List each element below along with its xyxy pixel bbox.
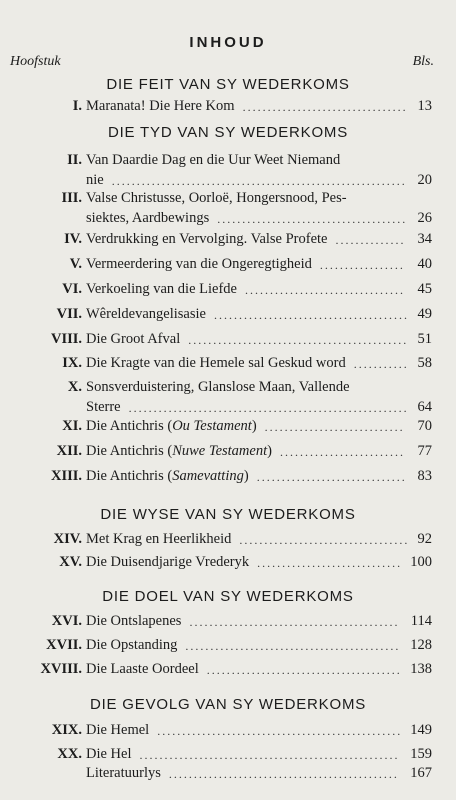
toc-entry [0, 468, 456, 488]
page-number: 20 [417, 172, 432, 188]
page-number: 64 [417, 399, 432, 415]
page-number: 149 [410, 722, 432, 738]
toc-entry [0, 418, 456, 438]
page-number: 128 [410, 637, 432, 653]
chapter-title-text: Wêreldevangelisasie [86, 306, 206, 322]
leader-dots: ....................................... [206, 663, 402, 677]
page-number: 114 [410, 613, 432, 629]
page-title: INHOUD [189, 34, 267, 51]
chapter-number: IX. [62, 355, 82, 371]
chapter-number: XVIII. [40, 661, 82, 677]
leader-dots: ........... [353, 357, 409, 371]
page-number: 83 [417, 468, 432, 484]
page-number: 13 [417, 98, 432, 114]
leader-dots: ...................................... [217, 212, 408, 226]
chapter-number: II. [67, 152, 82, 168]
chapter-title-text: Die Antichris ( [86, 468, 173, 484]
chapter-number: VII. [56, 306, 82, 322]
chapter-title [86, 746, 132, 763]
toc-entry [0, 554, 456, 574]
chapter-title-text: Die Hel [86, 746, 132, 762]
chapter-number: XVI. [51, 613, 82, 629]
chapter-title [86, 637, 177, 654]
page-number: 138 [410, 661, 432, 677]
chapter-title-text: Literatuurlys [86, 765, 161, 781]
page-number: 51 [417, 331, 432, 347]
chapter-number: IV. [64, 231, 82, 247]
toc-entry [0, 765, 456, 785]
chapter-number: XVII. [46, 637, 82, 653]
section-heading: DIE TYD VAN SY WEDERKOMS [107, 124, 349, 141]
chapter-title [86, 531, 231, 548]
page-number: 100 [410, 554, 432, 570]
toc-entry [0, 331, 456, 351]
leader-dots: ................................. [242, 100, 408, 114]
chapter-title-text: Die Opstanding [86, 637, 178, 653]
leader-dots: ................................................. [157, 724, 403, 738]
chapter-number: III. [61, 190, 82, 206]
leader-dots: ............................................ [188, 333, 409, 347]
leader-dots: ........................................................... [111, 174, 407, 188]
toc-entry [0, 152, 456, 192]
chapter-title-italic: Ou Testament [172, 418, 252, 434]
chapter-title-close: ) [251, 418, 257, 434]
leader-dots: ........................................... [185, 639, 401, 653]
chapter-column-heading: Hoofstuk [10, 54, 61, 69]
chapter-title-text: Sonsverduistering, Glanslose Maan, Vallende [86, 379, 350, 395]
chapter-title-italic: Nuwe Testament [172, 443, 268, 459]
chapter-title-text: Die Groot Afval [86, 331, 181, 347]
chapter-number: XIII. [50, 468, 82, 484]
chapter-title [86, 281, 237, 298]
chapter-number: XIX. [51, 722, 82, 738]
chapter-title-text: Verkoeling van die Liefde [86, 281, 237, 297]
chapter-number: V. [69, 256, 82, 272]
page-column-heading: Bls. [412, 54, 434, 69]
leader-dots: .............................. [256, 470, 407, 484]
leader-dots: ................................ [244, 283, 405, 297]
chapter-title [86, 306, 206, 323]
chapter-number: XIV. [53, 531, 82, 547]
chapter-title-text: Die Antichris ( [86, 443, 173, 459]
chapter-title-text: Valse Christusse, Oorloë, Hongersnood, Pes- [86, 190, 347, 206]
chapter-title-continued: siektes, Aardbewings [86, 210, 210, 226]
chapter-title-close: ) [243, 468, 249, 484]
chapter-title-text: Die Hemel [86, 722, 150, 738]
chapter-title-close: ) [267, 443, 272, 459]
chapter-title [86, 468, 249, 485]
toc-entry [0, 722, 456, 742]
page-number: 167 [410, 765, 432, 781]
chapter-title [86, 613, 181, 630]
chapter-title-text: Met Krag en Heerlikheid [86, 531, 232, 547]
chapter-title [86, 418, 257, 435]
chapter-title [86, 554, 249, 571]
toc-entry [0, 443, 456, 463]
leader-dots: ................. [319, 258, 405, 272]
section-heading: DIE DOEL VAN SY WEDERKOMS [102, 588, 354, 605]
chapter-title [86, 152, 340, 169]
chapter-title [86, 379, 350, 396]
chapter-title [86, 765, 161, 782]
chapter-number: I. [72, 98, 82, 114]
toc-entry [0, 231, 456, 251]
chapter-title-text: Die Kragte van die Hemele sal Geskud word [86, 355, 346, 371]
toc-entry [0, 256, 456, 276]
section-heading: DIE FEIT VAN SY WEDERKOMS [106, 76, 350, 93]
chapter-number: XI. [62, 418, 82, 434]
chapter-title-continued: nie [86, 172, 104, 188]
chapter-title [86, 98, 235, 115]
leader-dots: .................................................... [139, 748, 400, 762]
section-heading: DIE WYSE VAN SY WEDERKOMS [100, 506, 356, 523]
toc-entry [0, 637, 456, 657]
chapter-title-text: Die Duisendjarige Vrederyk [86, 554, 250, 570]
chapter-number: XX. [57, 746, 82, 762]
leader-dots: .............................................. [168, 767, 399, 781]
leader-dots: ........................................................ [128, 401, 409, 415]
chapter-number: VI. [62, 281, 82, 297]
chapter-number: VIII. [50, 331, 82, 347]
toc-entry [0, 190, 456, 230]
chapter-title [86, 661, 199, 678]
page-number: 34 [417, 231, 432, 247]
leader-dots: ....................................... [213, 308, 409, 322]
page-number: 92 [417, 531, 432, 547]
chapter-title [86, 256, 312, 273]
chapter-title [86, 722, 149, 739]
toc-entry [0, 661, 456, 681]
page-number: 77 [417, 443, 432, 459]
toc-entry [0, 355, 456, 375]
page-number: 159 [410, 746, 432, 762]
chapter-title-continued: Sterre [86, 399, 121, 415]
page-number: 26 [417, 210, 432, 226]
leader-dots: ......................... [279, 445, 405, 459]
chapter-title-italic: Samevatting [172, 468, 244, 484]
chapter-title [86, 231, 328, 248]
chapter-title-text: Maranata! Die Here Kom [86, 98, 235, 114]
section-heading: DIE GEVOLG VAN SY WEDERKOMS [89, 696, 367, 713]
chapter-title-text: Die Laaste Oordeel [86, 661, 199, 677]
chapter-number: XII. [56, 443, 82, 459]
chapter-title-text: Van Daardie Dag en die Uur Weet Niemand [86, 152, 341, 168]
toc-entry [0, 531, 456, 551]
page-number: 58 [417, 355, 432, 371]
chapter-title-text: Die Ontslapenes [86, 613, 182, 629]
chapter-title-text: Verdrukking en Vervolging. Valse Profete [86, 231, 328, 247]
toc-entry [0, 379, 456, 419]
chapter-title [86, 355, 346, 372]
toc-entry [0, 746, 456, 766]
chapter-number: XV. [59, 554, 82, 570]
page-number: 40 [417, 256, 432, 272]
leader-dots: .......................................... [189, 615, 400, 629]
chapter-title [86, 443, 272, 460]
toc-entry [0, 613, 456, 633]
toc-entry [0, 98, 456, 118]
page-number: 70 [417, 418, 432, 434]
leader-dots: .................................. [239, 533, 410, 547]
page-number: 45 [417, 281, 432, 297]
leader-dots: ............................ [264, 420, 405, 434]
chapter-title-text: Vermeerdering van die Ongeregtigheid [86, 256, 312, 272]
leader-dots: .............. [335, 233, 406, 247]
toc-entry [0, 306, 456, 326]
chapter-title [86, 331, 180, 348]
toc-entry [0, 281, 456, 301]
chapter-number: X. [67, 379, 82, 395]
page-number: 49 [417, 306, 432, 322]
chapter-title [86, 190, 347, 207]
chapter-title-text: Die Antichris ( [86, 418, 173, 434]
leader-dots: ............................. [257, 556, 403, 570]
